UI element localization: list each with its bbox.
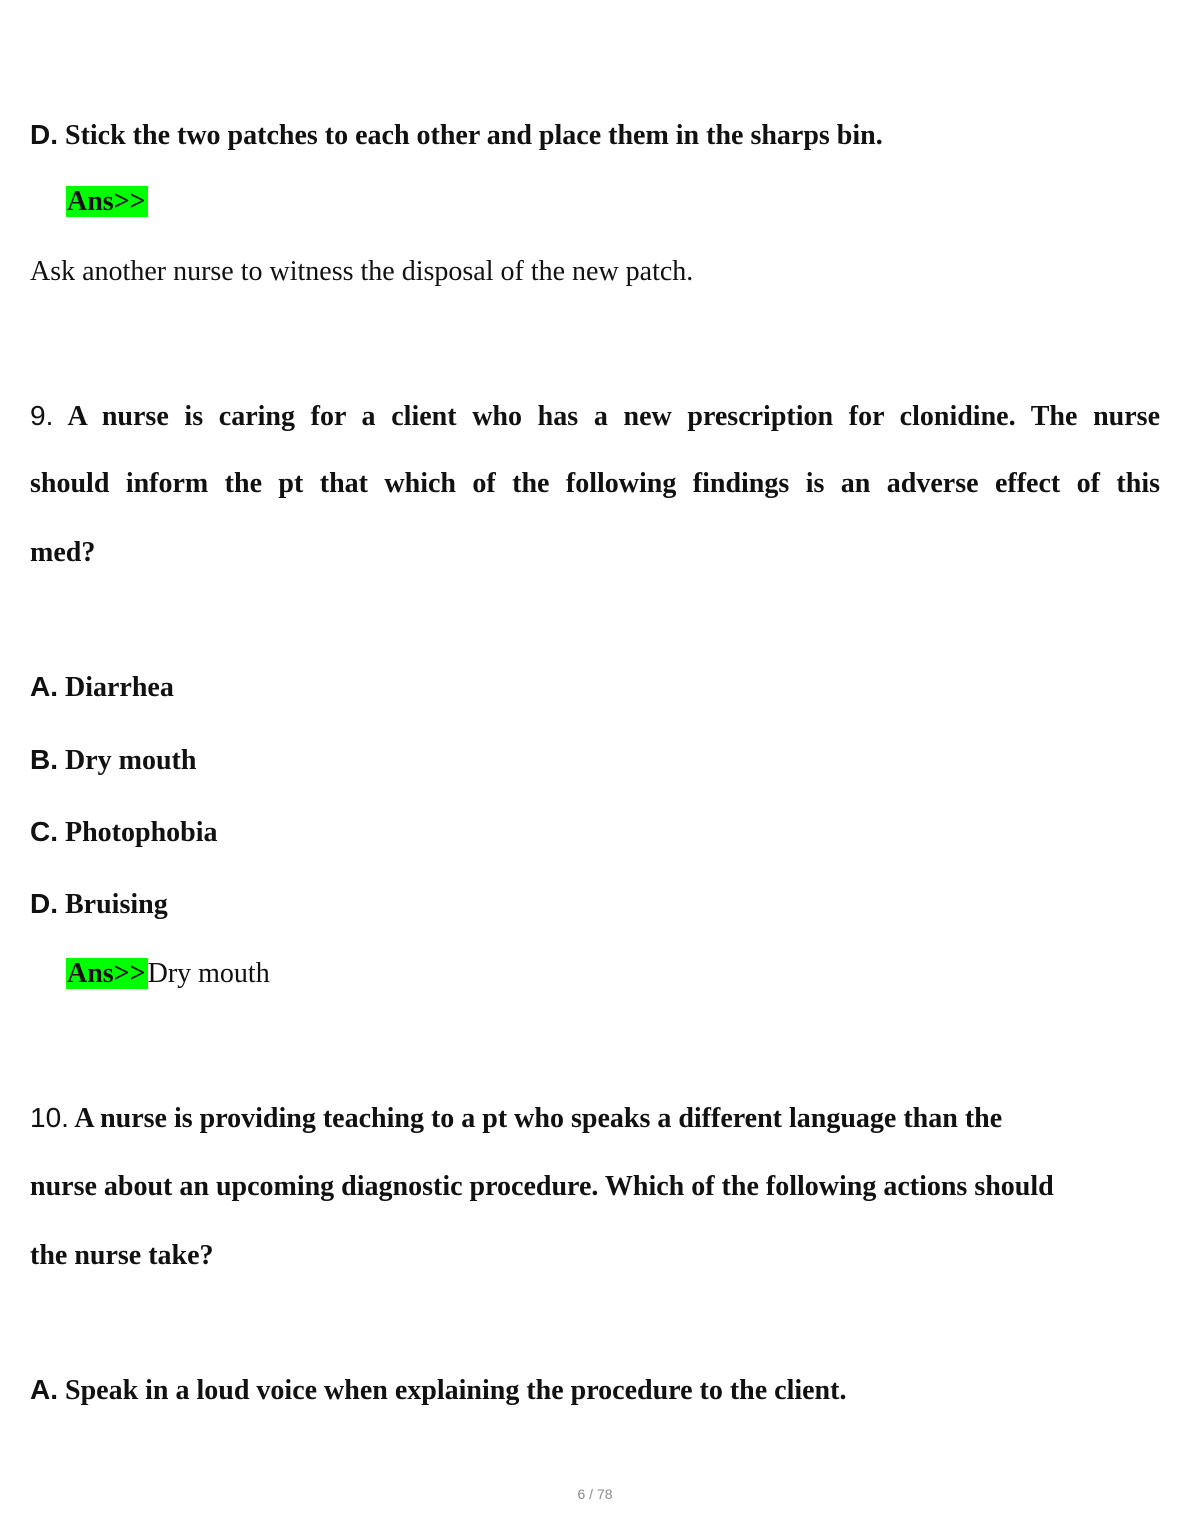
q10-option-a (30, 1372, 846, 1409)
answer-text: Dry mouth (147, 958, 270, 989)
option-text: Photophobia (65, 817, 218, 848)
q9-option-d (30, 886, 168, 923)
option-text: Stick the two patches to each other and place them in the sharps bin. (65, 120, 883, 151)
option-text: Speak in a loud voice when explaining the procedure to the client. (65, 1375, 847, 1406)
q9-stem-line-1 (30, 398, 1160, 435)
option-letter: A. (30, 1374, 58, 1405)
q10-stem-line-3: the nurse take? (30, 1240, 214, 1271)
option-letter: D. (30, 888, 58, 919)
q9-option-a (30, 669, 174, 706)
question-number: 9. (30, 400, 54, 431)
option-letter: A. (30, 671, 58, 702)
prev-answer-label-line (66, 184, 148, 220)
question-number: 10. (30, 1102, 69, 1133)
page-indicator: 6 / 78 (577, 1486, 613, 1502)
option-letter: B. (30, 744, 58, 775)
prev-answer-text: Ask another nurse to witness the disposal of the new patch. (30, 256, 694, 287)
q10-stem-line-1 (30, 1100, 1002, 1137)
q10-stem-line-2: nurse about an upcoming diagnostic procedure. Which of the following actions should (30, 1171, 1054, 1202)
q9-answer (66, 956, 270, 992)
answer-label: Ans>> (67, 958, 146, 989)
q9-option-b (30, 742, 196, 779)
question-text: A nurse is caring for a client who has a new prescription for clonidine. The nurse (67, 401, 1160, 432)
option-text: Dry mouth (65, 745, 197, 776)
option-letter: C. (30, 816, 58, 847)
q9-stem-line-3: med? (30, 537, 96, 568)
q9-stem-line-2: should inform the pt that which of the following findings is an adverse effect of this (30, 468, 1160, 499)
q9-option-c (30, 814, 218, 851)
option-text: Bruising (65, 889, 168, 920)
option-text: Diarrhea (65, 672, 174, 703)
answer-label: Ans>> (67, 186, 146, 217)
prev-option-d (30, 117, 883, 154)
question-text: A nurse is providing teaching to a pt who speaks a different language than the (74, 1103, 1003, 1134)
option-letter: D. (30, 119, 58, 150)
